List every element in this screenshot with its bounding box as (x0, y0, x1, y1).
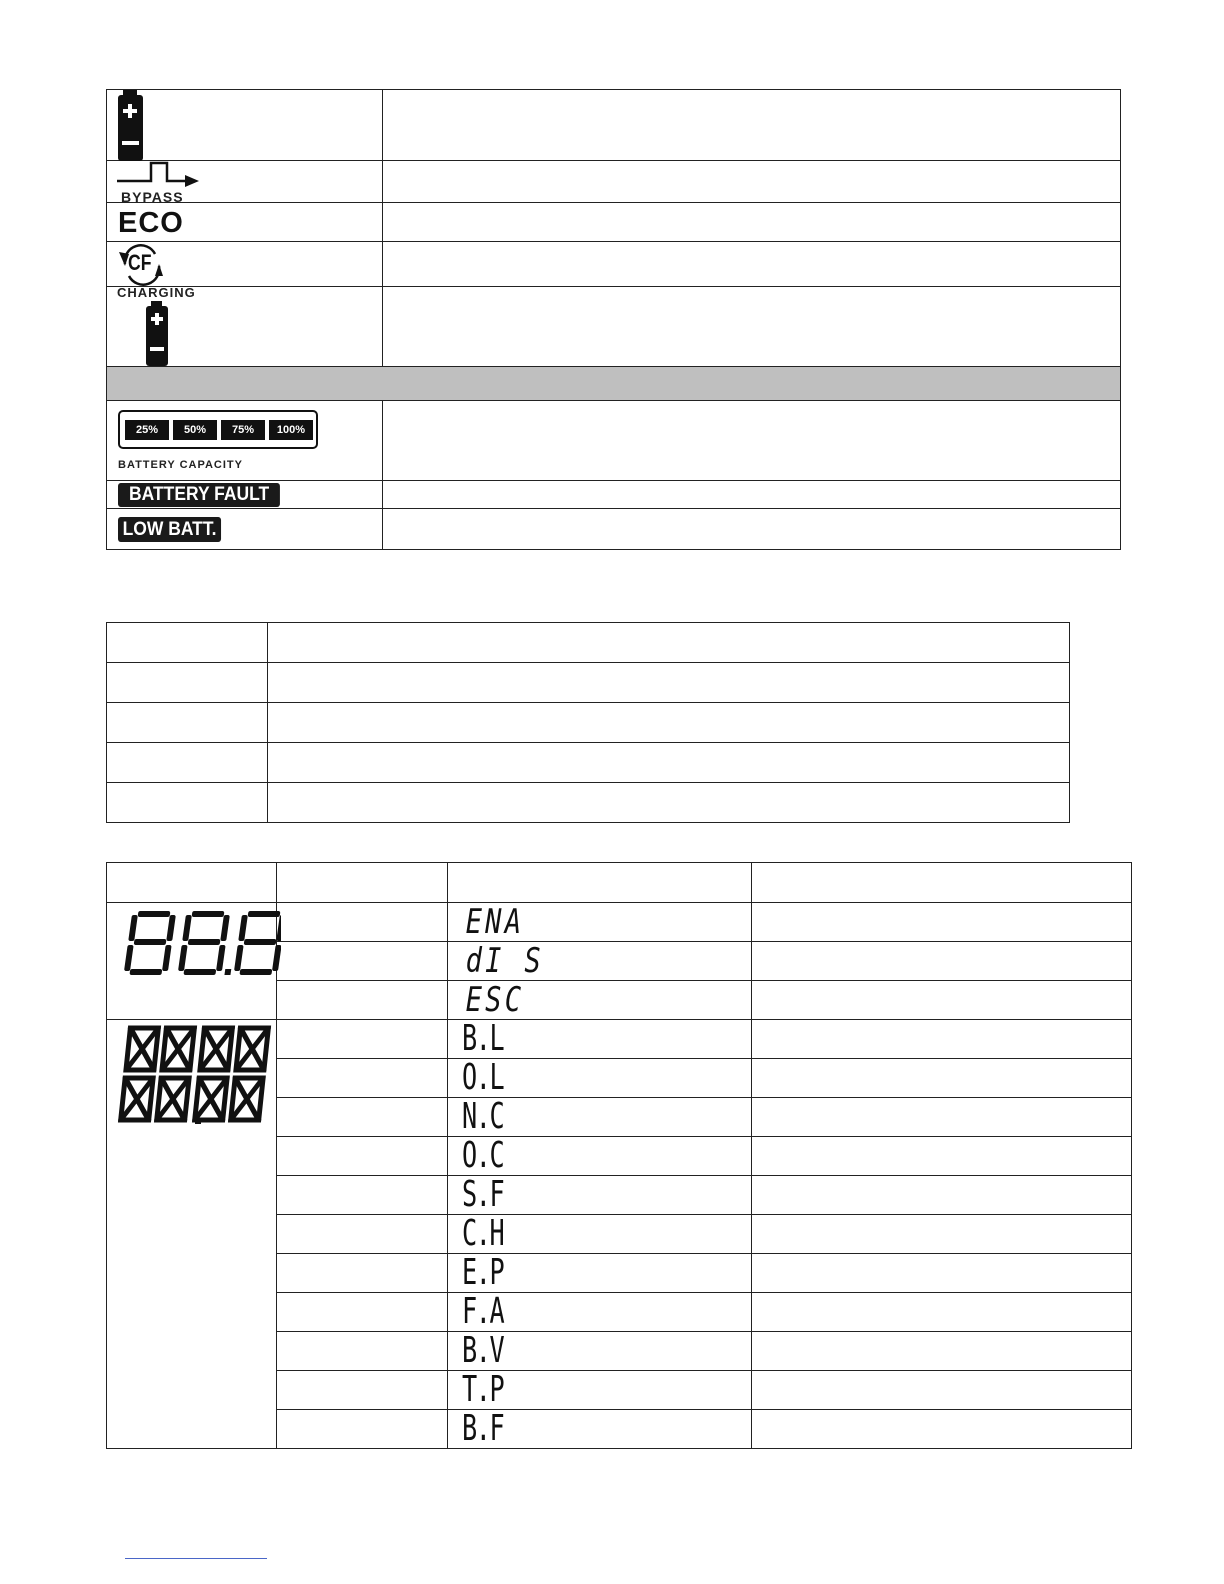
charging-cell (107, 287, 383, 367)
table-cell (107, 783, 268, 823)
lcd-code-tp: T.P (448, 1371, 752, 1410)
table-cell (752, 1254, 1132, 1293)
lcd-code-bf: B.F (448, 1410, 752, 1449)
lcd-code-oc: O.C (448, 1137, 752, 1176)
lcd-code-sf: S.F (448, 1176, 752, 1215)
lcd-code-ep: E.P (448, 1254, 752, 1293)
table-cell (268, 783, 1070, 823)
fourteen-segment-display-cell (107, 1020, 277, 1449)
table-cell (268, 703, 1070, 743)
table-cell (752, 1137, 1132, 1176)
section-band (107, 367, 1121, 401)
indicator-table (106, 89, 1121, 550)
capacity-segment-50: 50% (173, 420, 217, 440)
lcd-code-ol: O.L (448, 1059, 752, 1098)
lcd-code-nc: N.C (448, 1098, 752, 1137)
table-cell (752, 942, 1132, 981)
header-cell (752, 863, 1132, 903)
charging-desc (383, 287, 1121, 367)
battery-fault-badge: BATTERY FAULT (118, 483, 280, 507)
table-cell (752, 981, 1132, 1020)
table-cell (268, 663, 1070, 703)
table-cell (277, 1020, 448, 1059)
header-cell (107, 863, 277, 903)
battery-icon (115, 90, 175, 161)
lcd-code-ch: C.H (448, 1215, 752, 1254)
table-cell (752, 1371, 1132, 1410)
table-cell (277, 1410, 448, 1449)
lcd-code-bv: B.V (448, 1332, 752, 1371)
table-cell (277, 1332, 448, 1371)
converter-desc (383, 242, 1121, 287)
table-cell (277, 903, 448, 942)
blank-table (106, 622, 1070, 823)
table-cell (752, 1410, 1132, 1449)
battery-capacity-label: BATTERY CAPACITY (118, 459, 243, 471)
battery-fault-cell (107, 481, 383, 509)
battery-mode-cell (107, 90, 383, 161)
low-batt-badge: LOW BATT. (118, 517, 221, 542)
header-cell (277, 863, 448, 903)
table-cell (107, 663, 268, 703)
converter-cell (107, 242, 383, 287)
capacity-segment-25: 25% (125, 420, 169, 440)
eco-cell (107, 203, 383, 242)
bypass-label: BYPASS (121, 189, 184, 205)
table-cell (107, 743, 268, 783)
battery-mode-desc (383, 90, 1121, 161)
lcd-code-ena: ENA (448, 903, 752, 942)
table-cell (752, 1176, 1132, 1215)
battery-capacity-desc (383, 401, 1121, 481)
table-cell (277, 1176, 448, 1215)
lcd-code-esc: ESC (448, 981, 752, 1020)
eco-label: ECO (118, 207, 184, 239)
table-cell (268, 743, 1070, 783)
low-batt-desc (383, 509, 1121, 550)
table-cell (277, 1215, 448, 1254)
lcd-code-dis: dI S (448, 942, 752, 981)
bypass-cell (107, 161, 383, 203)
capacity-segment-100: 100% (269, 420, 313, 440)
table-cell (752, 1059, 1132, 1098)
table-cell (752, 903, 1132, 942)
low-batt-cell (107, 509, 383, 550)
lcd-code-table (106, 862, 1132, 1449)
cf-label: CF (128, 250, 152, 275)
table-cell (752, 1098, 1132, 1137)
table-cell (277, 1098, 448, 1137)
charging-battery-icon (143, 301, 183, 367)
battery-capacity-cell (107, 401, 383, 481)
table-cell (277, 1371, 448, 1410)
header-cell (448, 863, 752, 903)
battery-fault-desc (383, 481, 1121, 509)
lcd-code-fa: F.A (448, 1293, 752, 1332)
eco-desc (383, 203, 1121, 242)
charging-label: CHARGING (117, 285, 196, 300)
fourteen-segment-digits-icon (117, 1022, 277, 1132)
table-cell (277, 981, 448, 1020)
table-cell (752, 1020, 1132, 1059)
table-cell (752, 1215, 1132, 1254)
seven-segment-display-cell (107, 903, 277, 1020)
table-cell (107, 703, 268, 743)
seven-segment-digits-icon (121, 907, 281, 982)
table-cell (277, 942, 448, 981)
lcd-code-bl: B.L (448, 1020, 752, 1059)
footer-link-underline[interactable] (125, 1558, 267, 1559)
table-cell (752, 1293, 1132, 1332)
table-cell (277, 1059, 448, 1098)
table-cell (752, 1332, 1132, 1371)
table-cell (268, 623, 1070, 663)
table-cell (277, 1293, 448, 1332)
table-cell (277, 1254, 448, 1293)
battery-capacity-bar (118, 410, 318, 449)
bypass-arrow-icon (115, 161, 215, 189)
capacity-segment-75: 75% (221, 420, 265, 440)
table-cell (107, 623, 268, 663)
table-cell (277, 1137, 448, 1176)
bypass-desc (383, 161, 1121, 203)
